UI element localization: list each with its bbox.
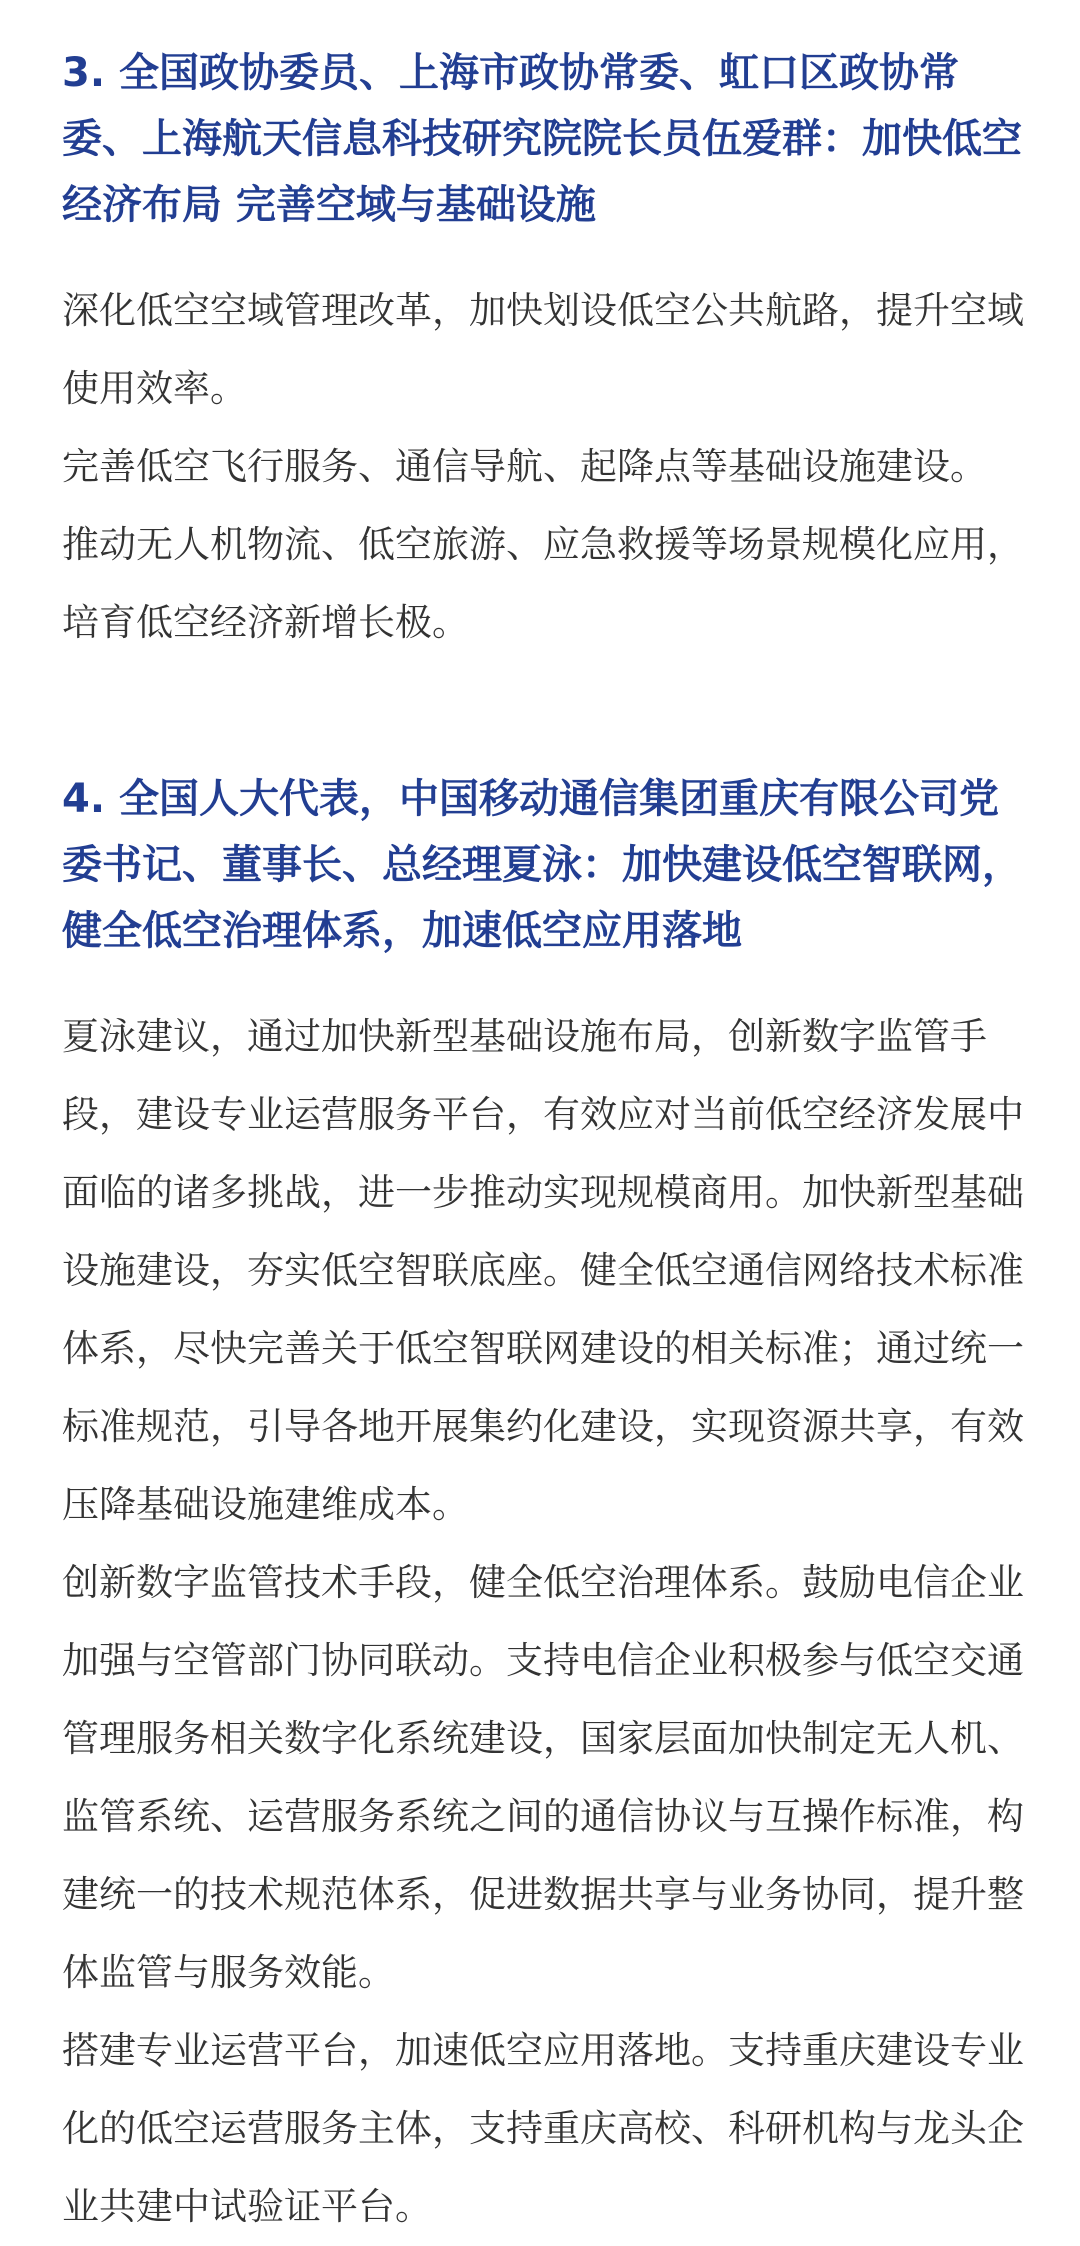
section-heading: 4. 全国人大代表，中国移动通信集团重庆有限公司党委书记、董事长、总经理夏泳：加快建设低空智联网，健全低空治理体系，加速低空应用落地	[62, 776, 1022, 954]
section-4	[62, 766, 1028, 2246]
section-3	[62, 40, 1028, 662]
paragraph: 夏泳建议，通过加快新型基础设施布局，创新数字监管手段，建设专业运营服务平台，有效应对当前低空经济发展中面临的诸多挑战，进一步推动实现规模商用。加快新型基础设施建设，夯实低空智联底座。健全低空通信网络技术标准体系，尽快完善关于低空智联网建设的相关标准；通过统一标准规范，引导各地开展集约化建设，实现资源共享，有效压降基础设施建维成本。	[62, 1015, 1024, 1526]
section-heading: 3. 全国政协委员、上海市政协常委、虹口区政协常委、上海航天信息科技研究院院长员伍爱群：加快低空经济布局 完善空域与基础设施	[62, 50, 1022, 228]
paragraph: 深化低空空域管理改革，加快划设低空公共航路，提升空域使用效率。	[62, 289, 1024, 410]
paragraph: 创新数字监管技术手段，健全低空治理体系。鼓励电信企业加强与空管部门协同联动。支持电信企业积极参与低空交通管理服务相关数字化系统建设，国家层面加快制定无人机、监管系统、运营服务系统之间的通信协议与互操作标准，构建统一的技术规范体系，促进数据共享与业务协同，提升整体监管与服务效能。	[62, 1561, 1024, 1994]
paragraph: 完善低空飞行服务、通信导航、起降点等基础设施建设。	[62, 445, 987, 488]
paragraph: 推动无人机物流、低空旅游、应急救援等场景规模化应用，培育低空经济新增长极。	[62, 523, 1024, 644]
paragraph: 搭建专业运营平台，加速低空应用落地。支持重庆建设专业化的低空运营服务主体，支持重庆高校、科研机构与龙头企业共建中试验证平台。	[62, 2029, 1024, 2228]
